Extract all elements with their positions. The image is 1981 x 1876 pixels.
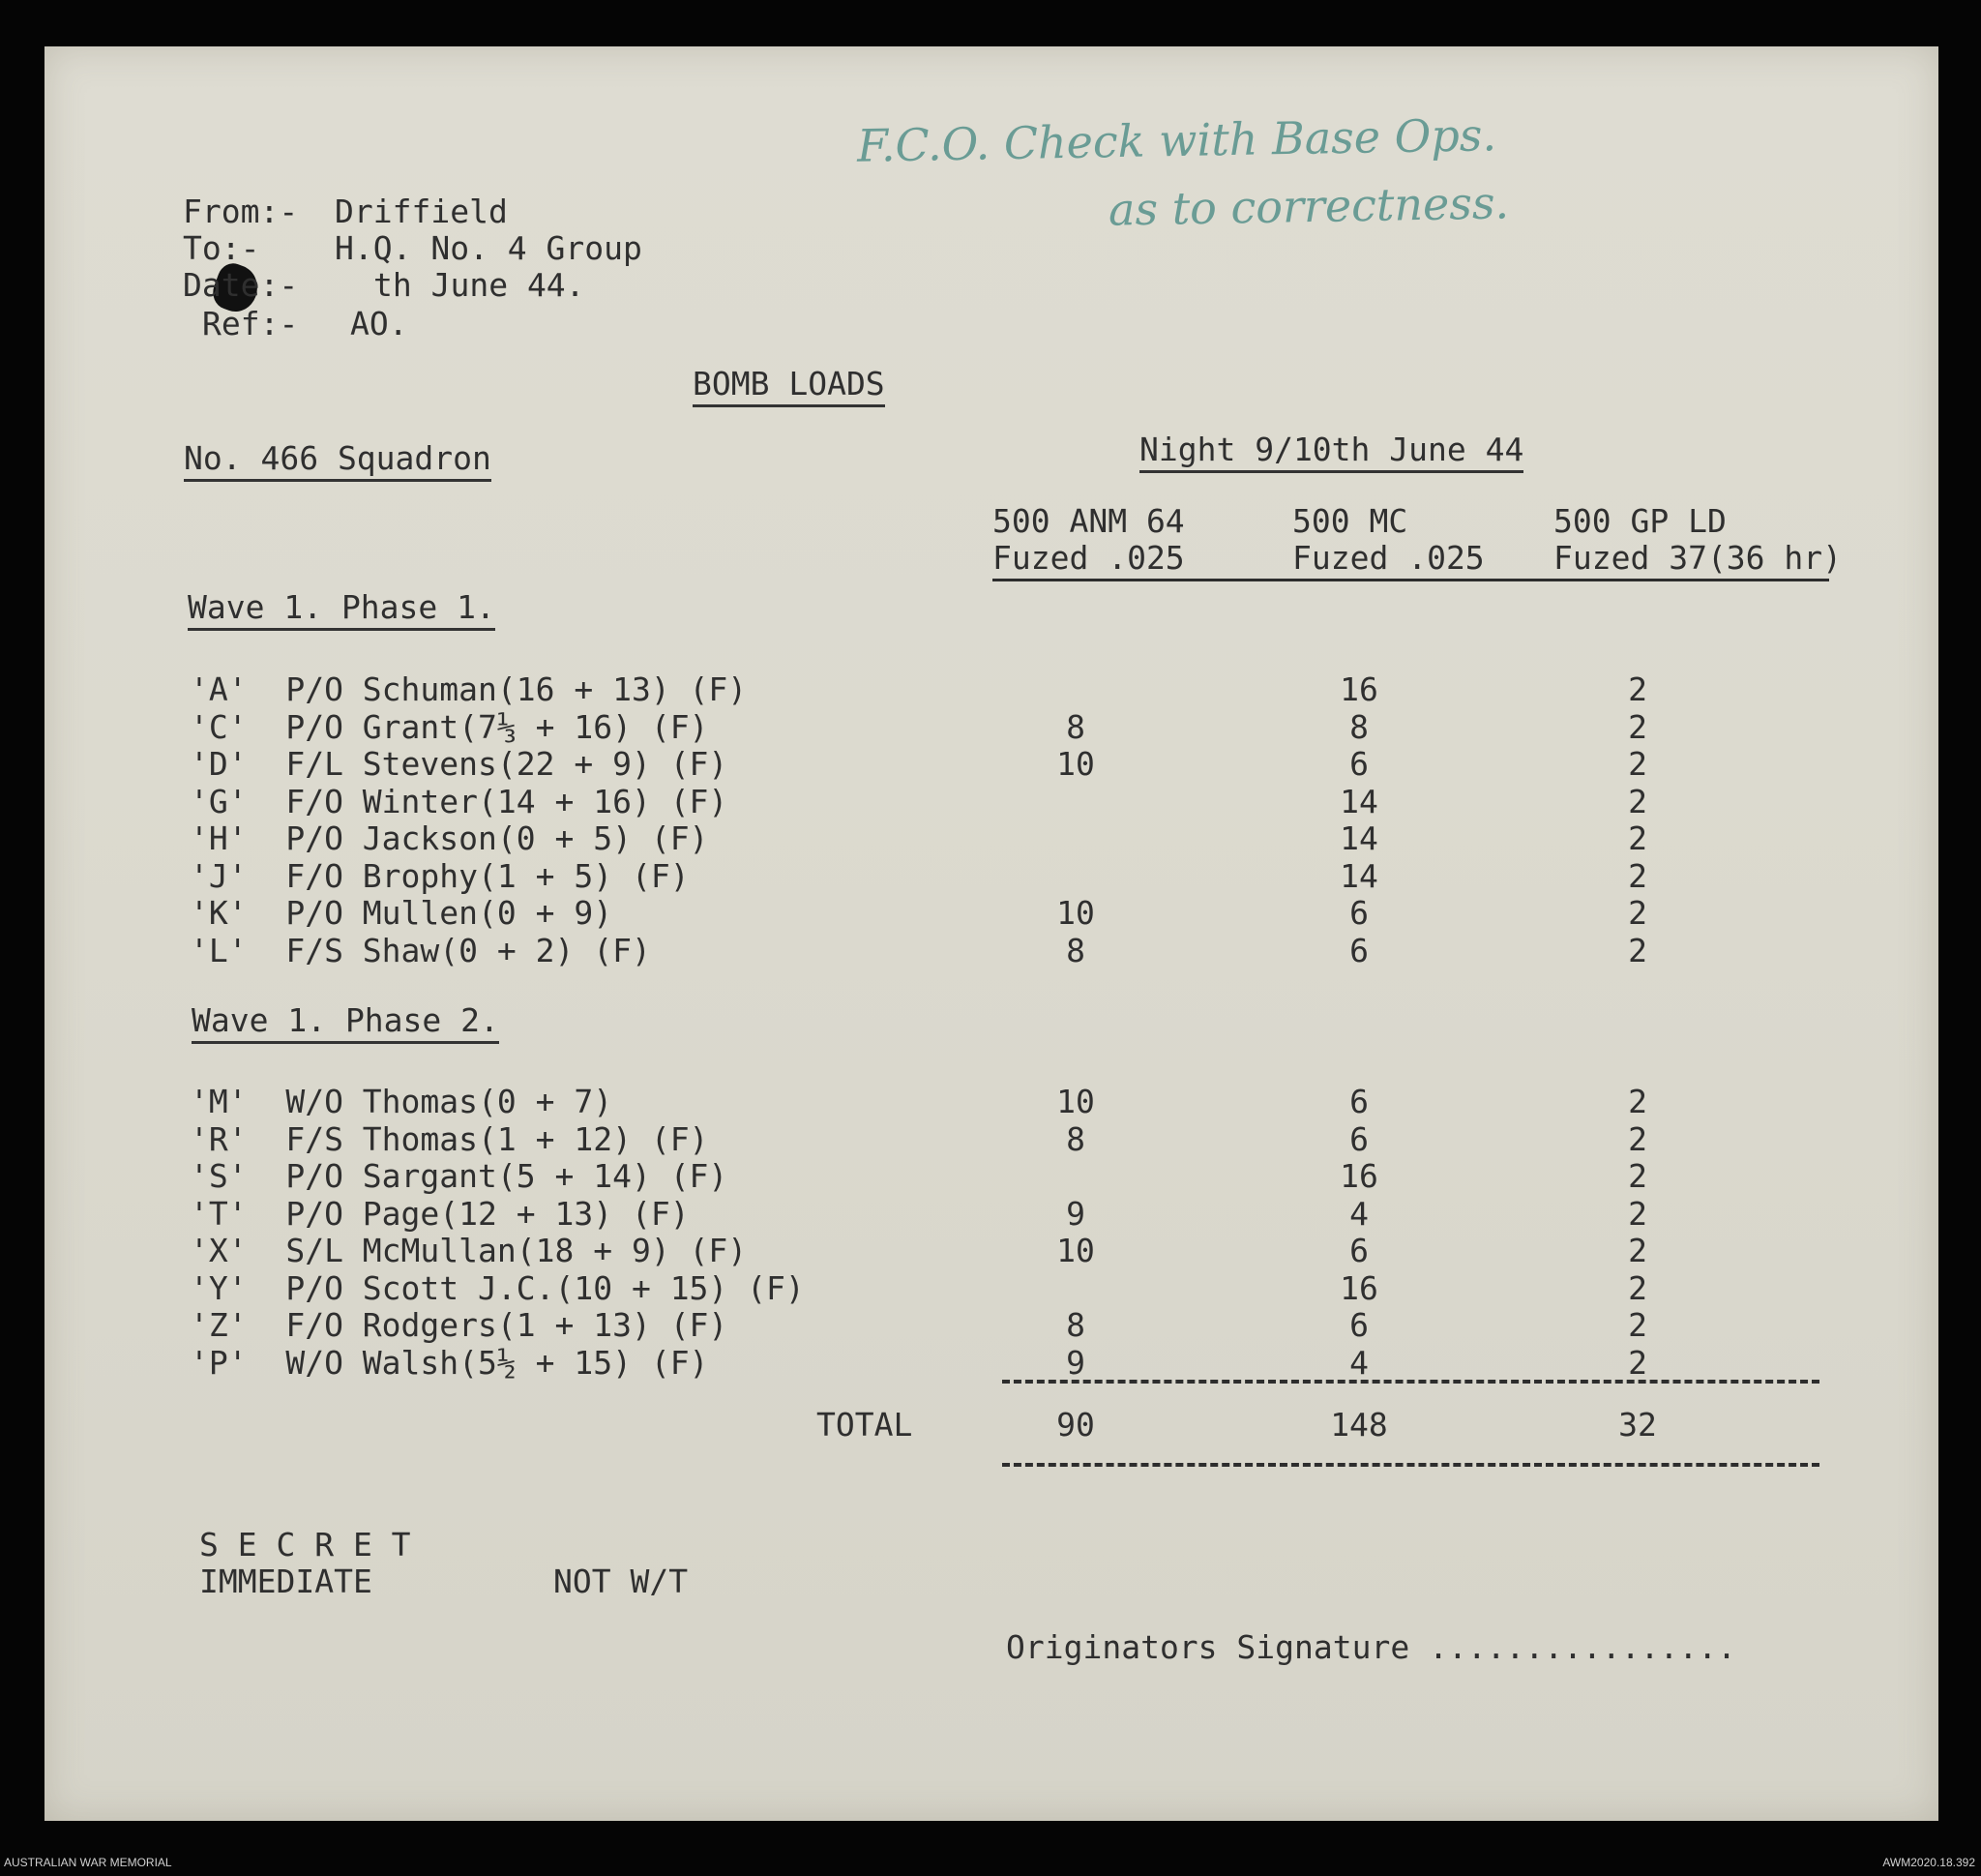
- crew-entry: 'D' F/L Stevens(22 + 9) (F): [190, 745, 728, 783]
- column-header-line1: 500 GP LD: [1553, 502, 1727, 540]
- crew-entry: 'P' W/O Walsh(5½ + 15) (F): [190, 1343, 709, 1382]
- ref-label: Ref:-: [202, 305, 299, 342]
- immediate-marking: IMMEDIATE: [199, 1563, 372, 1600]
- gp-count: 2: [1628, 1268, 1647, 1307]
- footer-right: AWM2020.18.392: [1882, 1856, 1975, 1869]
- originator-signature-line: Originators Signature ................: [1006, 1628, 1736, 1666]
- gp-count: 2: [1628, 1119, 1647, 1158]
- gp-count: 2: [1628, 894, 1647, 932]
- date-value: th June 44.: [373, 266, 585, 304]
- total-anm: 90: [1056, 1406, 1095, 1444]
- gp-count: 2: [1628, 819, 1647, 857]
- mc-count: 4: [1349, 1343, 1369, 1382]
- column-header-line1: 500 MC: [1292, 502, 1408, 540]
- gp-count: 2: [1628, 1343, 1647, 1382]
- total-rule-top: [1002, 1380, 1819, 1384]
- wave-heading: Wave 1. Phase 1.: [188, 589, 495, 631]
- footer-left: AUSTRALIAN WAR MEMORIAL: [4, 1856, 172, 1869]
- gp-count: 2: [1628, 1194, 1647, 1233]
- ref-value: AO.: [350, 305, 408, 342]
- total-label: TOTAL: [816, 1406, 913, 1444]
- mc-count: 16: [1340, 670, 1378, 708]
- crew-entry: 'A' P/O Schuman(16 + 13) (F): [190, 670, 748, 708]
- crew-entry: 'L' F/S Shaw(0 + 2) (F): [190, 931, 651, 969]
- crew-entry: 'S' P/O Sargant(5 + 14) (F): [190, 1157, 728, 1195]
- mc-count: 6: [1349, 894, 1369, 932]
- total-gp: 32: [1618, 1406, 1657, 1444]
- date-label: Date:-: [183, 266, 299, 304]
- mc-count: 6: [1349, 1119, 1369, 1158]
- anm-count: 8: [1066, 931, 1085, 969]
- total-rule-bottom: [1002, 1463, 1819, 1467]
- column-header-line2: Fuzed 37(36 hr): [1553, 539, 1843, 577]
- mc-count: 6: [1349, 1306, 1369, 1344]
- mc-count: 6: [1349, 745, 1369, 783]
- anm-count: 10: [1056, 1232, 1095, 1269]
- crew-entry: 'Z' F/O Rodgers(1 + 13) (F): [190, 1306, 728, 1344]
- mc-count: 16: [1340, 1268, 1378, 1307]
- to-value: H.Q. No. 4 Group: [335, 229, 642, 267]
- crew-entry: 'R' F/S Thomas(1 + 12) (F): [190, 1119, 709, 1158]
- anm-count: 10: [1056, 1083, 1095, 1120]
- column-header-line1: 500 ANM 64: [992, 502, 1185, 540]
- gp-count: 2: [1628, 707, 1647, 746]
- night-heading: Night 9/10th June 44: [1139, 432, 1523, 473]
- document-sheet: [44, 46, 1938, 1821]
- mc-count: 6: [1349, 1232, 1369, 1269]
- mc-count: 4: [1349, 1194, 1369, 1233]
- document-title: BOMB LOADS: [693, 366, 885, 407]
- mc-count: 6: [1349, 1083, 1369, 1120]
- mc-count: 8: [1349, 707, 1369, 746]
- to-label: To:-: [183, 229, 260, 267]
- anm-count: 9: [1066, 1194, 1085, 1233]
- column-header-line2: Fuzed .025: [1292, 539, 1485, 577]
- anm-count: 8: [1066, 1306, 1085, 1344]
- crew-entry: 'X' S/L McMullan(18 + 9) (F): [190, 1232, 748, 1269]
- gp-count: 2: [1628, 670, 1647, 708]
- column-header-line2: Fuzed .025: [992, 539, 1185, 577]
- mc-count: 6: [1349, 931, 1369, 969]
- mc-count: 14: [1340, 782, 1378, 820]
- crew-entry: 'M' W/O Thomas(0 + 7): [190, 1083, 613, 1120]
- crew-entry: 'H' P/O Jackson(0 + 5) (F): [190, 819, 709, 857]
- not-wt-marking: NOT W/T: [553, 1563, 689, 1600]
- crew-entry: 'Y' P/O Scott J.C.(10 + 15) (F): [190, 1268, 805, 1307]
- total-mc: 148: [1330, 1406, 1388, 1444]
- gp-count: 2: [1628, 782, 1647, 820]
- gp-count: 2: [1628, 931, 1647, 969]
- from-label: From:-: [183, 193, 299, 230]
- anm-count: 10: [1056, 745, 1095, 783]
- squadron-heading: No. 466 Squadron: [184, 440, 491, 482]
- gp-count: 2: [1628, 745, 1647, 783]
- gp-count: 2: [1628, 856, 1647, 895]
- anm-count: 10: [1056, 894, 1095, 932]
- gp-count: 2: [1628, 1083, 1647, 1120]
- secret-marking: S E C R E T: [199, 1526, 411, 1563]
- mc-count: 14: [1340, 856, 1378, 895]
- gp-count: 2: [1628, 1306, 1647, 1344]
- crew-entry: 'T' P/O Page(12 + 13) (F): [190, 1194, 690, 1233]
- gp-count: 2: [1628, 1232, 1647, 1269]
- from-value: Driffield: [335, 193, 508, 230]
- anm-count: 8: [1066, 707, 1085, 746]
- header-rule: [992, 579, 1829, 581]
- anm-count: 9: [1066, 1343, 1085, 1382]
- handwritten-note-line1: F.C.O. Check with Base Ops.: [856, 108, 1497, 172]
- crew-entry: 'J' F/O Brophy(1 + 5) (F): [190, 856, 690, 895]
- crew-entry: 'K' P/O Mullen(0 + 9): [190, 894, 613, 932]
- crew-entry: 'C' P/O Grant(7⅓ + 16) (F): [190, 707, 709, 746]
- mc-count: 16: [1340, 1157, 1378, 1195]
- crew-entry: 'G' F/O Winter(14 + 16) (F): [190, 782, 728, 820]
- mc-count: 14: [1340, 819, 1378, 857]
- gp-count: 2: [1628, 1157, 1647, 1195]
- anm-count: 8: [1066, 1119, 1085, 1158]
- wave-heading: Wave 1. Phase 2.: [192, 1002, 499, 1044]
- handwritten-note-line2: as to correctness.: [1108, 176, 1510, 236]
